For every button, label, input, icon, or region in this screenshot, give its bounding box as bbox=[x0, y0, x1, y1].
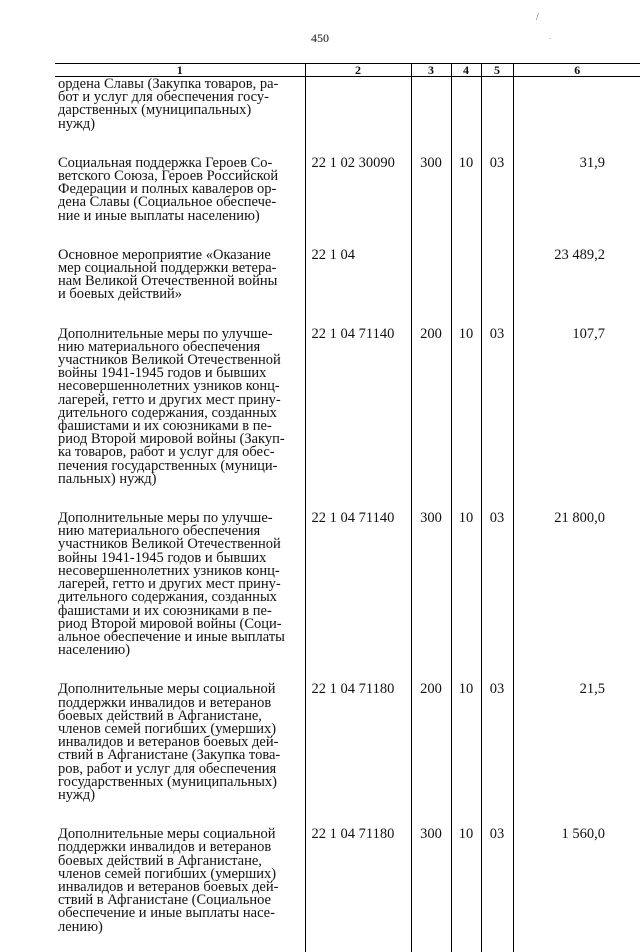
row-subsection: 03 bbox=[481, 675, 513, 820]
row-amount: 31,9 bbox=[513, 149, 640, 241]
row-name-line: войны 1941-1945 годов и бывших bbox=[58, 549, 267, 566]
row-name-line: фашистами и их союзниками в пе- bbox=[58, 418, 272, 435]
row-name-line: ордена Славы (Закупка товаров, ра- bbox=[58, 76, 279, 92]
row-name-line: государственных (муниципальных) bbox=[58, 773, 277, 790]
row-name-line: печения государственных (муници- bbox=[58, 457, 278, 474]
row-name bbox=[55, 504, 305, 675]
row-name-line: участников Великой Отечественной bbox=[58, 536, 281, 553]
row-name-line: несовершеннолетних узников конц- bbox=[58, 378, 280, 395]
row-subsection bbox=[481, 77, 513, 149]
row-subsection: 03 bbox=[481, 504, 513, 675]
row-code: 22 1 02 30090 bbox=[305, 149, 411, 241]
budget-table bbox=[55, 63, 640, 952]
page-number: 450 bbox=[311, 31, 329, 45]
table-row bbox=[55, 241, 640, 320]
row-name bbox=[55, 241, 305, 320]
row-name-line: альное обеспечение и иные выплаты bbox=[58, 628, 285, 645]
row-name-line: ров, работ и услуг для обеспечения bbox=[58, 760, 277, 777]
row-code: 22 1 04 71180 bbox=[305, 675, 411, 820]
row-name-line: обеспечение и иные выплаты насе- bbox=[58, 905, 275, 922]
table-row bbox=[55, 320, 640, 504]
row-name-line: дена Славы (Социальное обеспече- bbox=[58, 194, 277, 211]
row-name-line: нужд) bbox=[58, 786, 96, 803]
row-amount bbox=[513, 77, 640, 149]
row-name-line: ние и иные выплаты населению) bbox=[58, 207, 260, 224]
header-col-6: 6 bbox=[513, 64, 640, 77]
row-amount: 1 560,0 bbox=[513, 820, 640, 952]
row-name-line: поддержки инвалидов и ветеранов bbox=[58, 839, 272, 856]
row-subsection: 03 bbox=[481, 820, 513, 952]
row-name-line: ствий в Афганистане (Социальное bbox=[58, 892, 271, 909]
row-expense-type: 300 bbox=[411, 504, 451, 675]
row-code: 22 1 04 71140 bbox=[305, 320, 411, 504]
row-name-line: участников Великой Отечественной bbox=[58, 352, 281, 369]
row-name-line: ствий в Афганистане (Закупка това- bbox=[58, 747, 281, 764]
table-row bbox=[55, 675, 640, 820]
row-name-line: Дополнительные меры по улучше- bbox=[58, 510, 273, 527]
row-name-line: населению) bbox=[58, 642, 131, 659]
row-name-line: боевых действий в Афганистане, bbox=[58, 852, 262, 869]
row-name-line: поддержки инвалидов и ветеранов bbox=[58, 694, 272, 711]
row-name bbox=[55, 675, 305, 820]
row-subsection: 03 bbox=[481, 149, 513, 241]
row-name-line: и боевых действий» bbox=[58, 286, 183, 303]
row-subsection bbox=[481, 241, 513, 320]
row-name-line: ветского Союза, Героев Российской bbox=[58, 168, 279, 185]
row-name-line: лагерей, гетто и других мест прину- bbox=[58, 391, 281, 408]
row-expense-type: 200 bbox=[411, 675, 451, 820]
row-name-line: мер социальной поддержки ветера- bbox=[58, 260, 277, 277]
row-subsection: 03 bbox=[481, 320, 513, 504]
row-name-line: нужд) bbox=[58, 115, 96, 132]
row-name-line: боевых действий в Афганистане, bbox=[58, 707, 262, 724]
row-name bbox=[55, 77, 305, 149]
row-name-line: Социальная поддержка Героев Со- bbox=[58, 154, 273, 171]
row-code: 22 1 04 bbox=[305, 241, 411, 320]
row-expense-type: 200 bbox=[411, 320, 451, 504]
row-name bbox=[55, 820, 305, 952]
row-name-line: войны 1941-1945 годов и бывших bbox=[58, 365, 267, 382]
row-code bbox=[305, 77, 411, 149]
table-row bbox=[55, 149, 640, 241]
header-col-3: 3 bbox=[411, 64, 451, 77]
row-section bbox=[451, 77, 481, 149]
row-section: 10 bbox=[451, 504, 481, 675]
header-col-1: 1 bbox=[55, 64, 305, 77]
row-name-line: риод Второй мировой войны (Закуп- bbox=[58, 431, 285, 448]
row-name-line: риод Второй мировой войны (Соци- bbox=[58, 615, 282, 632]
row-name-line: нию материального обеспечения bbox=[58, 523, 261, 540]
table-row bbox=[55, 77, 640, 149]
row-name bbox=[55, 149, 305, 241]
row-name-line: лению) bbox=[58, 918, 103, 935]
row-name-line: членов семей погибших (умерших) bbox=[58, 865, 277, 882]
row-name-line: дительного содержания, созданных bbox=[58, 589, 277, 606]
row-name-line: несовершеннолетних узников конц- bbox=[58, 562, 280, 579]
row-section bbox=[451, 241, 481, 320]
row-name-line: нию материального обеспечения bbox=[58, 338, 261, 355]
row-amount: 23 489,2 bbox=[513, 241, 640, 320]
row-name-line: ка товаров, работ и услуг для обес- bbox=[58, 444, 275, 461]
row-name-line: бот и услуг для обеспечения госу- bbox=[58, 89, 270, 106]
row-expense-type: 300 bbox=[411, 820, 451, 952]
row-name-line: Дополнительные меры по улучше- bbox=[58, 325, 273, 342]
row-code: 22 1 04 71140 bbox=[305, 504, 411, 675]
row-section: 10 bbox=[451, 320, 481, 504]
margin-dot: . bbox=[549, 32, 551, 41]
row-section: 10 bbox=[451, 820, 481, 952]
row-name-line: инвалидов и ветеранов боевых дей- bbox=[58, 878, 279, 895]
row-name-line: инвалидов и ветеранов боевых дей- bbox=[58, 734, 279, 751]
row-expense-type bbox=[411, 241, 451, 320]
row-expense-type bbox=[411, 77, 451, 149]
header-col-5: 5 bbox=[481, 64, 513, 77]
row-amount: 21,5 bbox=[513, 675, 640, 820]
table-row bbox=[55, 504, 640, 675]
row-name-line: Дополнительные меры социальной bbox=[58, 681, 276, 698]
row-name-line: дарственных (муниципальных) bbox=[58, 102, 252, 119]
row-section: 10 bbox=[451, 675, 481, 820]
row-section: 10 bbox=[451, 149, 481, 241]
row-name-line: дительного содержания, созданных bbox=[58, 404, 277, 421]
row-name-line: членов семей погибших (умерших) bbox=[58, 720, 277, 737]
row-amount: 21 800,0 bbox=[513, 504, 640, 675]
row-name-line: Основное мероприятие «Оказание bbox=[58, 246, 271, 263]
row-name-line: Федерации и полных кавалеров ор- bbox=[58, 181, 277, 198]
row-code: 22 1 04 71180 bbox=[305, 820, 411, 952]
row-name-line: лагерей, гетто и других мест прину- bbox=[58, 576, 281, 593]
row-name-line: фашистами и их союзниками в пе- bbox=[58, 602, 272, 619]
row-expense-type: 300 bbox=[411, 149, 451, 241]
row-name bbox=[55, 320, 305, 504]
row-name-line: нам Великой Отечественной войны bbox=[58, 273, 278, 290]
margin-mark: / bbox=[536, 12, 539, 23]
table-row bbox=[55, 820, 640, 952]
header-col-2: 2 bbox=[305, 64, 411, 77]
row-name-line: Дополнительные меры социальной bbox=[58, 826, 276, 843]
row-name-line: пальных) нужд) bbox=[58, 470, 157, 487]
header-col-4: 4 bbox=[451, 64, 481, 77]
header-row bbox=[55, 64, 640, 77]
row-amount: 107,7 bbox=[513, 320, 640, 504]
